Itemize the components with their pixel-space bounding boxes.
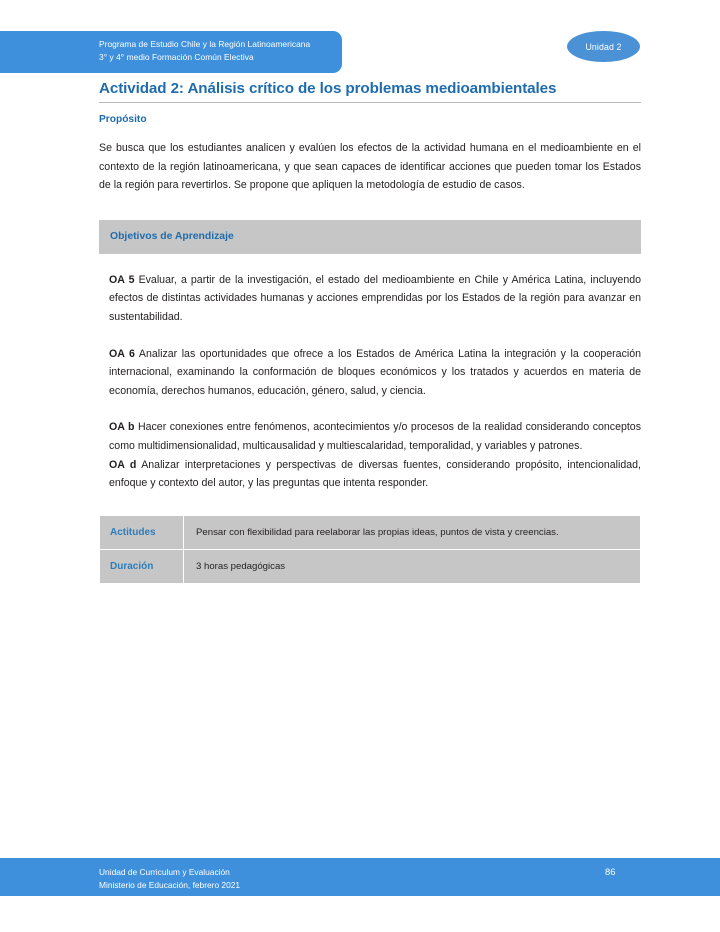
table-row-value: Pensar con flexibilidad para reelaborar las propias ideas, puntos de vista y creencias.	[184, 515, 641, 549]
program-title-line-1: Programa de Estudio Chile y la Región Latinoamericana	[99, 39, 311, 49]
objective-text: Analizar interpretaciones y perspectivas de diversas fuentes, considerando propósito, intencionalidad, enfoque y contexto del autor, y las preguntas que intenta responder.	[109, 458, 641, 490]
page-title: Actividad 2: Análisis crítico de los problemas medioambientales	[99, 80, 557, 97]
objective-text: Evaluar, a partir de la investigación, el estado del medioambiente en Chile y América Latina, incluyendo efectos de distintas actividades humanas y acciones emprendidas por los Estados de la región para avanzar en sustentabilidad.	[109, 273, 641, 323]
unit-badge-label: Unidad 2	[585, 41, 622, 52]
footer-attribution	[99, 866, 240, 891]
program-title-line-2: 3° y 4° medio Formación Común Electiva	[99, 52, 254, 63]
table-row-label: Actitudes	[100, 515, 184, 549]
page-number: 86	[605, 866, 616, 877]
objective-item	[99, 327, 641, 401]
table-row	[100, 549, 641, 583]
objective-code: OA d	[109, 458, 137, 471]
footer-line-2: Ministerio de Educación, febrero 2021	[99, 879, 241, 890]
objectives-list	[99, 254, 641, 493]
objective-code: OA 5	[109, 273, 135, 286]
objectives-section-bar	[99, 220, 641, 254]
objective-code: OA 6	[109, 347, 135, 360]
objective-item	[99, 400, 641, 455]
objective-text: Analizar las oportunidades que ofrece a los Estados de América Latina la integración y la cooperación internacional, examinando la conformación de bloques económicos y los tratados y acuerdos en materia de economía, derechos humanos, educación, género, salud, y ciencia.	[109, 347, 641, 397]
footer-line-1: Unidad de Curriculum y Evaluación	[99, 867, 230, 877]
document-content	[99, 0, 641, 584]
objectives-section-title: Objetivos de Aprendizaje	[110, 231, 234, 243]
objective-item	[99, 271, 641, 327]
purpose-heading: Propósito	[99, 114, 147, 125]
table-row-value: 3 horas pedagógicas	[184, 549, 641, 583]
activity-info-table	[99, 515, 641, 584]
table-row	[100, 515, 641, 549]
objective-item	[99, 456, 641, 493]
table-row-label: Duración	[100, 549, 184, 583]
objective-text: Hacer conexiones entre fenómenos, acontecimientos y/o procesos de la realidad considerando conceptos como multidimensionalidad, multicausalidad y multiescalaridad, temporalidad, y variables y patrones.	[109, 421, 641, 452]
purpose-paragraph: Se busca que los estudiantes analicen y evalúen los efectos de la actividad humana en el medioambiente en el contexto de la región latinoamericana, y que sean capaces de identificar acciones que pueden tomar los Estados de la región para revertirlos. Se propone que apliquen la metodología de estudio de casos.	[99, 142, 641, 192]
objective-code: OA b	[109, 421, 135, 434]
